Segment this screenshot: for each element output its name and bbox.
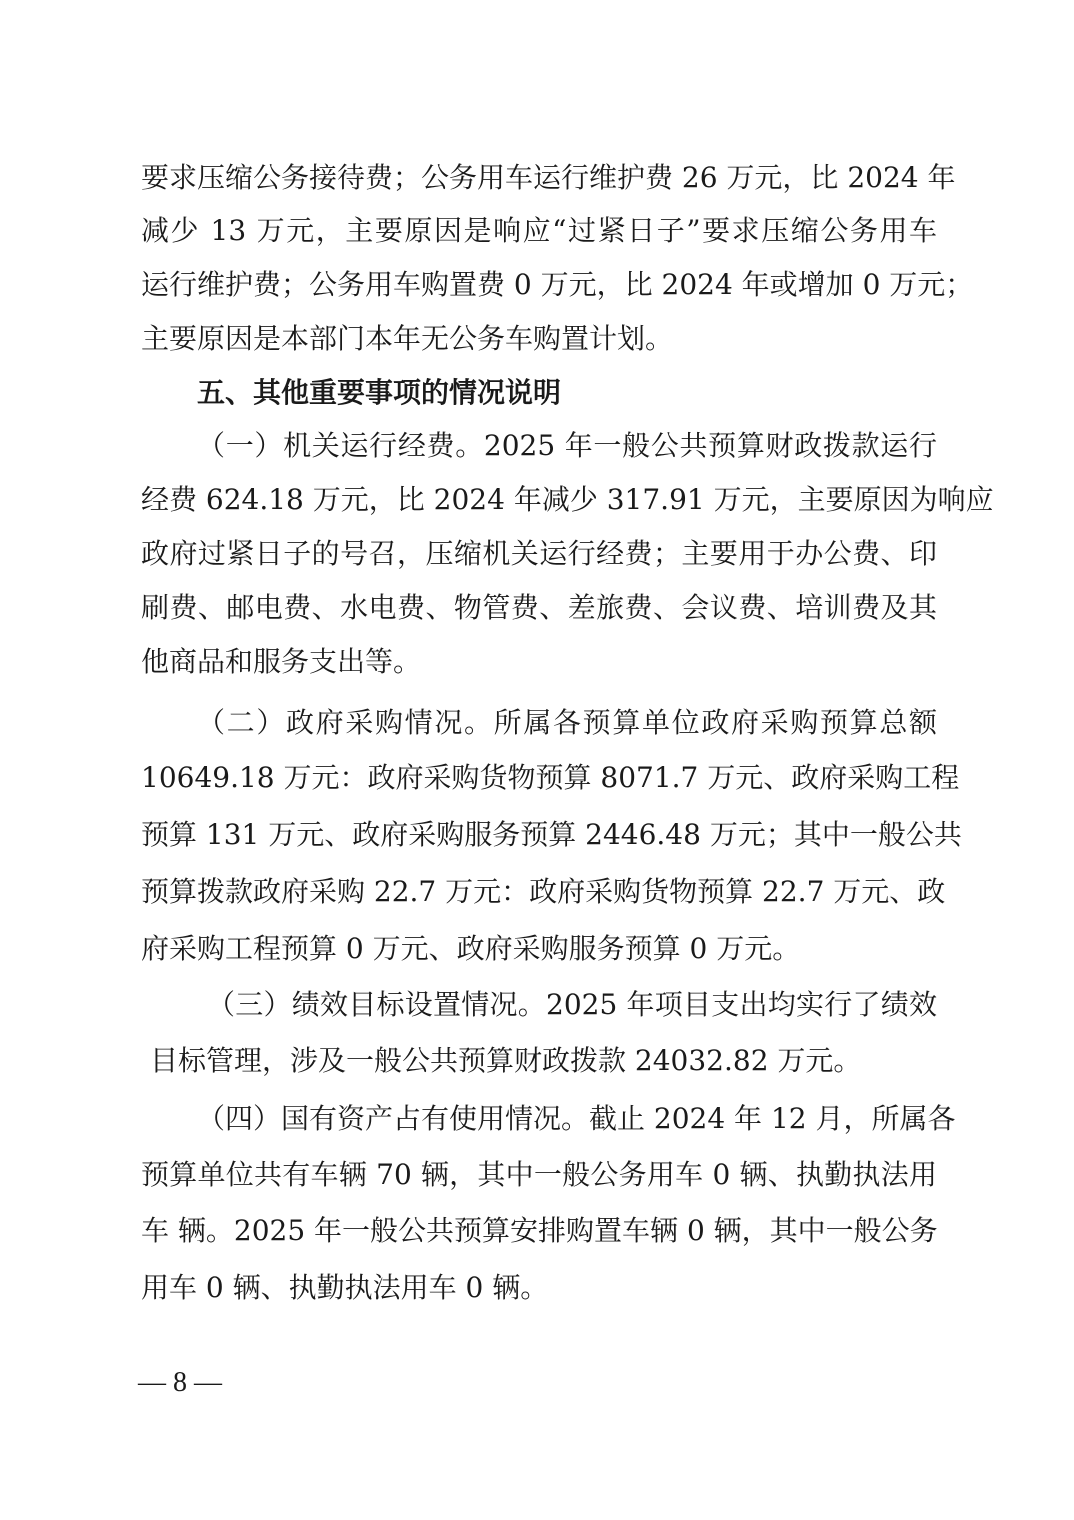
paragraph-line: （四）国有资产占有使用情况。截止 2024 年 12 月，所属各: [197, 1102, 956, 1135]
paragraph-line: 预算 131 万元、政府采购服务预算 2446.48 万元；其中一般公共: [141, 818, 962, 851]
paragraph-line: 主要原因是本部门本年无公务车购置计划。: [141, 322, 674, 355]
paragraph-line: 减少 13 万元，主要原因是响应“过紧日子”要求压缩公务用车: [141, 214, 937, 247]
paragraph-line: （三）绩效目标设置情况。2025 年项目支出均实行了绩效: [207, 988, 937, 1021]
paragraph-line: 经费 624.18 万元，比 2024 年减少 317.91 万元，主要原因为响应: [141, 483, 994, 516]
paragraph-line: 预算拨款政府采购 22.7 万元：政府采购货物预算 22.7 万元、政: [141, 875, 946, 908]
paragraph-line: 车 辆。2025 年一般公共预算安排购置车辆 0 辆，其中一般公务: [141, 1214, 938, 1247]
paragraph-line: 要求压缩公务接待费；公务用车运行维护费 26 万元，比 2024 年: [141, 161, 956, 194]
page-number: — 8 —: [138, 1367, 222, 1398]
paragraph-line: 刷费、邮电费、水电费、物管费、差旅费、会议费、培训费及其: [141, 591, 937, 624]
paragraph-line: 府采购工程预算 0 万元、政府采购服务预算 0 万元。: [141, 932, 801, 965]
paragraph-line: 用车 0 辆、执勤执法用车 0 辆。: [141, 1271, 549, 1304]
paragraph-line: 10649.18 万元：政府采购货物预算 8071.7 万元、政府采购工程: [141, 761, 960, 794]
paragraph-line: （二）政府采购情况。所属各预算单位政府采购预算总额: [197, 706, 937, 739]
section-heading: 五、其他重要事项的情况说明: [197, 376, 562, 409]
paragraph-line: 政府过紧日子的号召，压缩机关运行经费；主要用于办公费、印: [141, 537, 937, 570]
paragraph-line: 目标管理，涉及一般公共预算财政拨款 24032.82 万元。: [150, 1044, 862, 1077]
paragraph-line: 预算单位共有车辆 70 辆，其中一般公务用车 0 辆、执勤执法用: [141, 1158, 937, 1191]
paragraph-line: （一）机关运行经费。2025 年一般公共预算财政拨款运行: [197, 429, 937, 462]
paragraph-line: 他商品和服务支出等。: [141, 645, 422, 678]
paragraph-line: 运行维护费；公务用车购置费 0 万元，比 2024 年或增加 0 万元；: [141, 268, 974, 301]
